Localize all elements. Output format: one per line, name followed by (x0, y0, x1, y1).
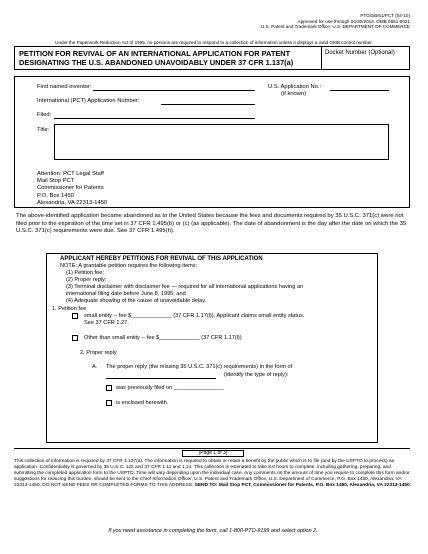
docket-number-field[interactable] (321, 47, 410, 69)
docket-number-label: Docket Number (Optional) (325, 50, 395, 56)
form-title-line1: PETITION FOR REVIVAL OF AN INTERNATIONAL APPLICATION FOR PATENT (19, 49, 291, 58)
burden-text: This collection of information is required by 37 CFR 1.137(a). The information is required to obtain or retain a benefit by the public which is to file (and by the USPTO to process) an application. Confidentiality is governed by 35 U.S.C. 122 and 37 CFR 1.11 and 1.14. This collection is estimated to take 8.0 hours to complete, including gathering, preparing, and submitting the completed application form to the USPTO. Time will vary depending upon the individual case. Any comments on the amount of time you require to complete this form and/or suggestions for reducing this burden, should be sent to the Chief Information Officer, U.S. Patent and Trademark Office, U.S. Department of Commerce, P.O. Box 1450, Alexandria, VA 22313-1450. DO NOT SEND FEES OR COMPLETED FORMS TO THIS ADDRESS. (14, 459, 410, 488)
enclosed-option: is enclosed herewith. (116, 400, 169, 406)
filed-label: Filed: (37, 112, 52, 118)
approval-notice: Approved for use through 04/30/2013. OMB 0651-0021 (297, 18, 410, 24)
footer-divider (14, 448, 410, 449)
title-field[interactable] (54, 124, 389, 160)
filed-field[interactable] (54, 118, 255, 119)
small-entity-checkbox[interactable] (72, 313, 78, 319)
reply-option-a-letter: A. (92, 364, 98, 370)
title-label: Title: (37, 127, 50, 133)
help-line: If you need assistance in completing the form, call 1-800-PTO-9199 and select option 2. (108, 528, 318, 534)
petition-fee-label: 1. Petition fee (52, 306, 87, 312)
paperwork-notice: Under the Paperwork Reduction Act of 1995, no persons are required to respond to a collection of information unless it displays a valid OMB control number. (55, 40, 373, 45)
small-entity-reference: See 37 CFR 1.27. (84, 320, 129, 326)
us-application-no-field[interactable] (330, 90, 389, 91)
requirement-item: (4) Adequate showing of the cause of unavoidable delay. (66, 298, 207, 304)
intro-paragraph: The above-identified application became abandoned as to the United States because the fees and documents required by 35 U.S.C. 371(c) were not filed prior to the expiration of the time set in 37 CFR 1.495(b) or (c) (as applicable). The date of abandonment is the day after the date on which the 35 U.S.C. 371(c) requirements were due. See 37 CFR 1.495(h). (16, 213, 407, 235)
form-id: PTO/SB/61/PCT (04-10) (360, 13, 410, 18)
form-title-line2: DESIGNATING THE U.S. ABANDONED UNAVOIDABLY UNDER 37 CFR 1.137(a) (19, 57, 294, 67)
reply-type-instruction: (identify the type of reply): (224, 372, 289, 378)
first-named-inventor-label: First named inventor: (37, 84, 92, 90)
reply-option-a-text: The proper reply (the missing 35 U.S.C. 371(c) requirements) in the form of (106, 364, 293, 370)
burden-statement (14, 459, 412, 489)
requirement-item: (2) Proper reply; (66, 277, 107, 283)
pct-application-number-field[interactable] (161, 104, 255, 105)
page-indicator: [Page 1 of 3] (182, 450, 244, 457)
requirement-item: international filing date before June 8, 1995; and (66, 291, 186, 297)
form-header (261, 13, 410, 30)
previously-filed-option: was previously filed on ________________ (116, 385, 224, 391)
petition-note: NOTE: A grantable petition requires the following items: (60, 263, 198, 269)
reply-type-field[interactable] (106, 378, 216, 379)
title-box (14, 46, 410, 70)
pct-application-number-label: International (PCT) Application Number: (37, 98, 140, 104)
us-application-no-label: U.S. Application No.: (268, 84, 322, 90)
requirement-item: (1) Petition fee; (66, 270, 104, 276)
other-entity-checkbox[interactable] (72, 335, 78, 341)
small-entity-option: small entity -- fee $_____________ (37 CFR 1.17(l)). Applicant claims small entity status. (84, 313, 305, 319)
address-line: Commissioner for Patents (37, 185, 104, 192)
proper-reply-label: 2. Proper reply (80, 350, 117, 356)
address-line: Mail Stop PCT (37, 178, 75, 185)
mailing-address (37, 171, 107, 207)
petition-heading: APPLICANT HEREBY PETITIONS FOR REVIVAL OF THIS APPLICATION (60, 256, 263, 262)
address-line: Alexandria, VA 22313-1450 (37, 199, 108, 206)
first-named-inventor-field[interactable] (93, 90, 255, 91)
if-known-note: (if known) (281, 91, 307, 97)
send-to-address: SEND TO: Mail Stop PCT, Commissioner for Patents, P.O. Box 1450, Alexandria, VA 22313-1450. (194, 482, 412, 488)
previously-filed-checkbox[interactable] (106, 385, 112, 391)
form-title (19, 50, 293, 67)
address-line: P.O. Box 1450 (37, 192, 74, 199)
requirement-item: (3) Terminal disclaimer with disclaimer fee — required for all international applications having an (66, 284, 304, 290)
agency-name: U.S. Patent and Trademark Office; U.S. DEPARTMENT OF COMMERCE (261, 24, 410, 30)
enclosed-checkbox[interactable] (106, 400, 112, 406)
address-line: Attention: PCT Legal Staff (37, 171, 104, 177)
other-entity-option: Other than small entity -- fee $_____________ (37 CFR 1.17(l)) (84, 335, 242, 341)
